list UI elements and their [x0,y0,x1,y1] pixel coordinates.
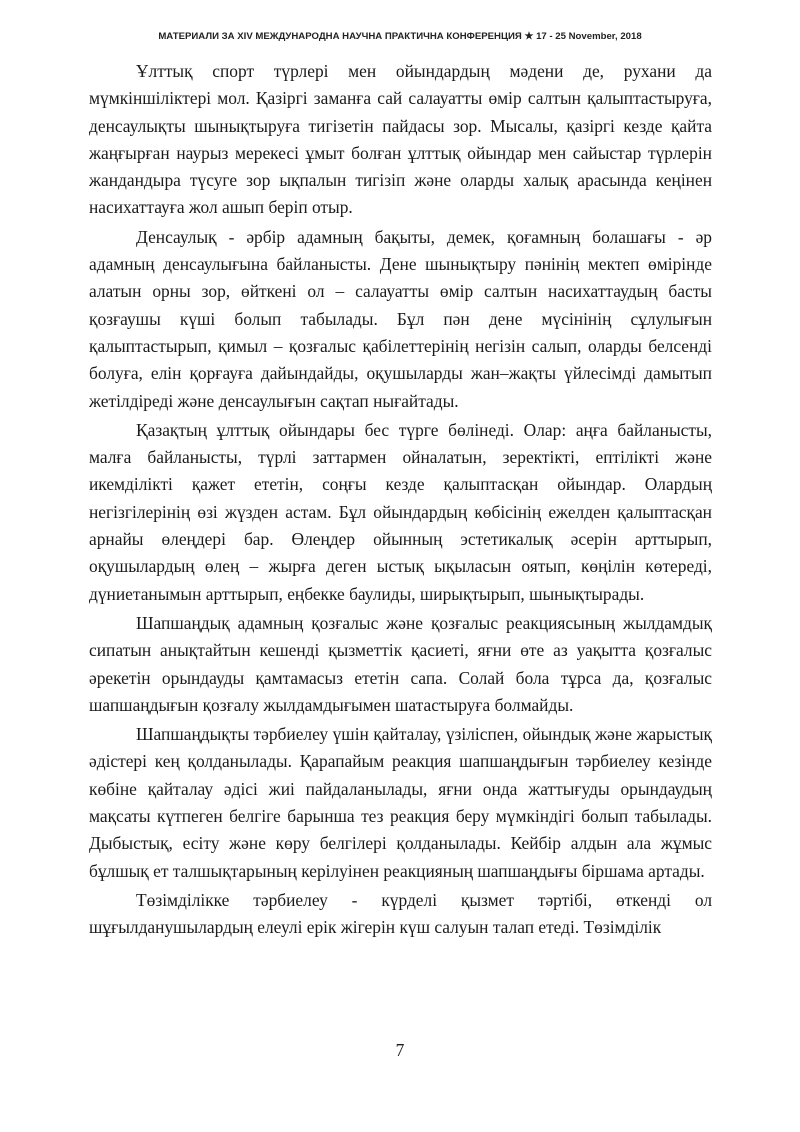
page-number: 7 [395,1040,405,1060]
body-text [89,58,712,944]
paragraph: Шапшаңдық адамның қозғалыс және қозғалыс реакциясының жылдамдық сипатын анықтайтын кешенді қызметтік қасиеті, яғни өте аз уақытта қозғалыс әрекетін орындауды қамтамасыз ететін сапа. Солай бола тұрса да, қозғалыс шапшаңдығын қозғалу жылдамдығымен шатастыруға болмайды. [89,612,712,715]
paragraph: Денсаулық - әрбір адамның бақыты, демек, қоғамның болашағы - әр адамның денсаулығына байланысты. Дене шынықтыру пәнінің мектеп өмірінде алатын орны зор, өйткені ол – салауатты өмір салтын насихаттаудың басты қозғаушы күші болып табылады. Бұл пән дене мүсінінің сұлулығын қалыптастырып, қимыл – қозғалыс қабілеттерінің негізін салып, оларды белсенді болуға, елін қорғауға дайындайды, оқушыларды жан–жақты үйлесімді дамытып жетілдіреді және денсаулығын сақтап нығайтады. [89,226,712,411]
star-icon: ★ [524,31,534,42]
running-header [90,31,710,42]
conference-dates: 17 - 25 November, 2018 [536,31,642,42]
paragraph: Ұлттық спорт түрлері мен ойындардың мәдени де, рухани да мүмкіншіліктері мол. Қазіргі заманға сай салауатты өмір салтын қалыптастыруға, денсаулықты шынықтыруға тигізетін пайдасы зор. Мысалы, қазіргі кезде қайта жаңғырған наурыз мерекесі ұмыт болған ұлттық ойындар мен сайыстар түрлерін жандандыра түсуге зор ықпалын тигізіп және оларды халық арасында кеңінен насихаттауға жол ашып беріп отыр. [89,61,712,218]
paragraph: Қазақтың ұлттық ойындары бес түрге бөлінеді. Олар: аңға байланысты, малға байланысты, түрлі заттармен ойналатын, зеректікті, ептілікті және икемділікті қажет ететін, соңғы кезде қалыптасқан ойындар. Олардың негізгілерінің өзі жүзден астам. Бұл ойындардың көбісінің ежелден қалыптасқан арнайы өлеңдері бар. Өлеңдер ойынның эстетикалық әсерін арттырып, оқушылардың өлең – жырға деген ыстық ықыласын оятып, көңілін көтереді, дүниетанымын арттырып, еңбекке баулиды, ширықтырып, шынықтырады. [89,419,712,604]
paragraph: Шапшаңдықты тәрбиелеу үшін қайталау, үзіліспен, ойындық және жарыстық әдістері кең қолданылады. Қарапайым реакция шапшаңдығын тәрбиелеу кезінде көбіне қайталау әдісі жиі пайдаланылады, яғни онда жаттығуды орындаудың мақсаты күтпеген белгіге барынша тез реакция беру мүмкіндігі болып табылады. Дыбыстық, есіту және көру белгілері қолданылады. Кейбір алдын ала жұмыс бұлшық ет талшықтарының керілуінен реакцияның шапшаңдығы біршама артады. [89,724,712,881]
paragraph: Төзімділікке тәрбиелеу - күрделі қызмет тәртібі, өткенді ол шұғылданушылардың елеулі ерік жігерін күш салуын талап етеді. Төзімділік [89,889,712,938]
conference-title: МАТЕРИАЛИ ЗА XIV МЕЖДУНАРОДНА НАУЧНА ПРАКТИЧНА КОНФЕРЕНЦИЯ [158,31,522,42]
